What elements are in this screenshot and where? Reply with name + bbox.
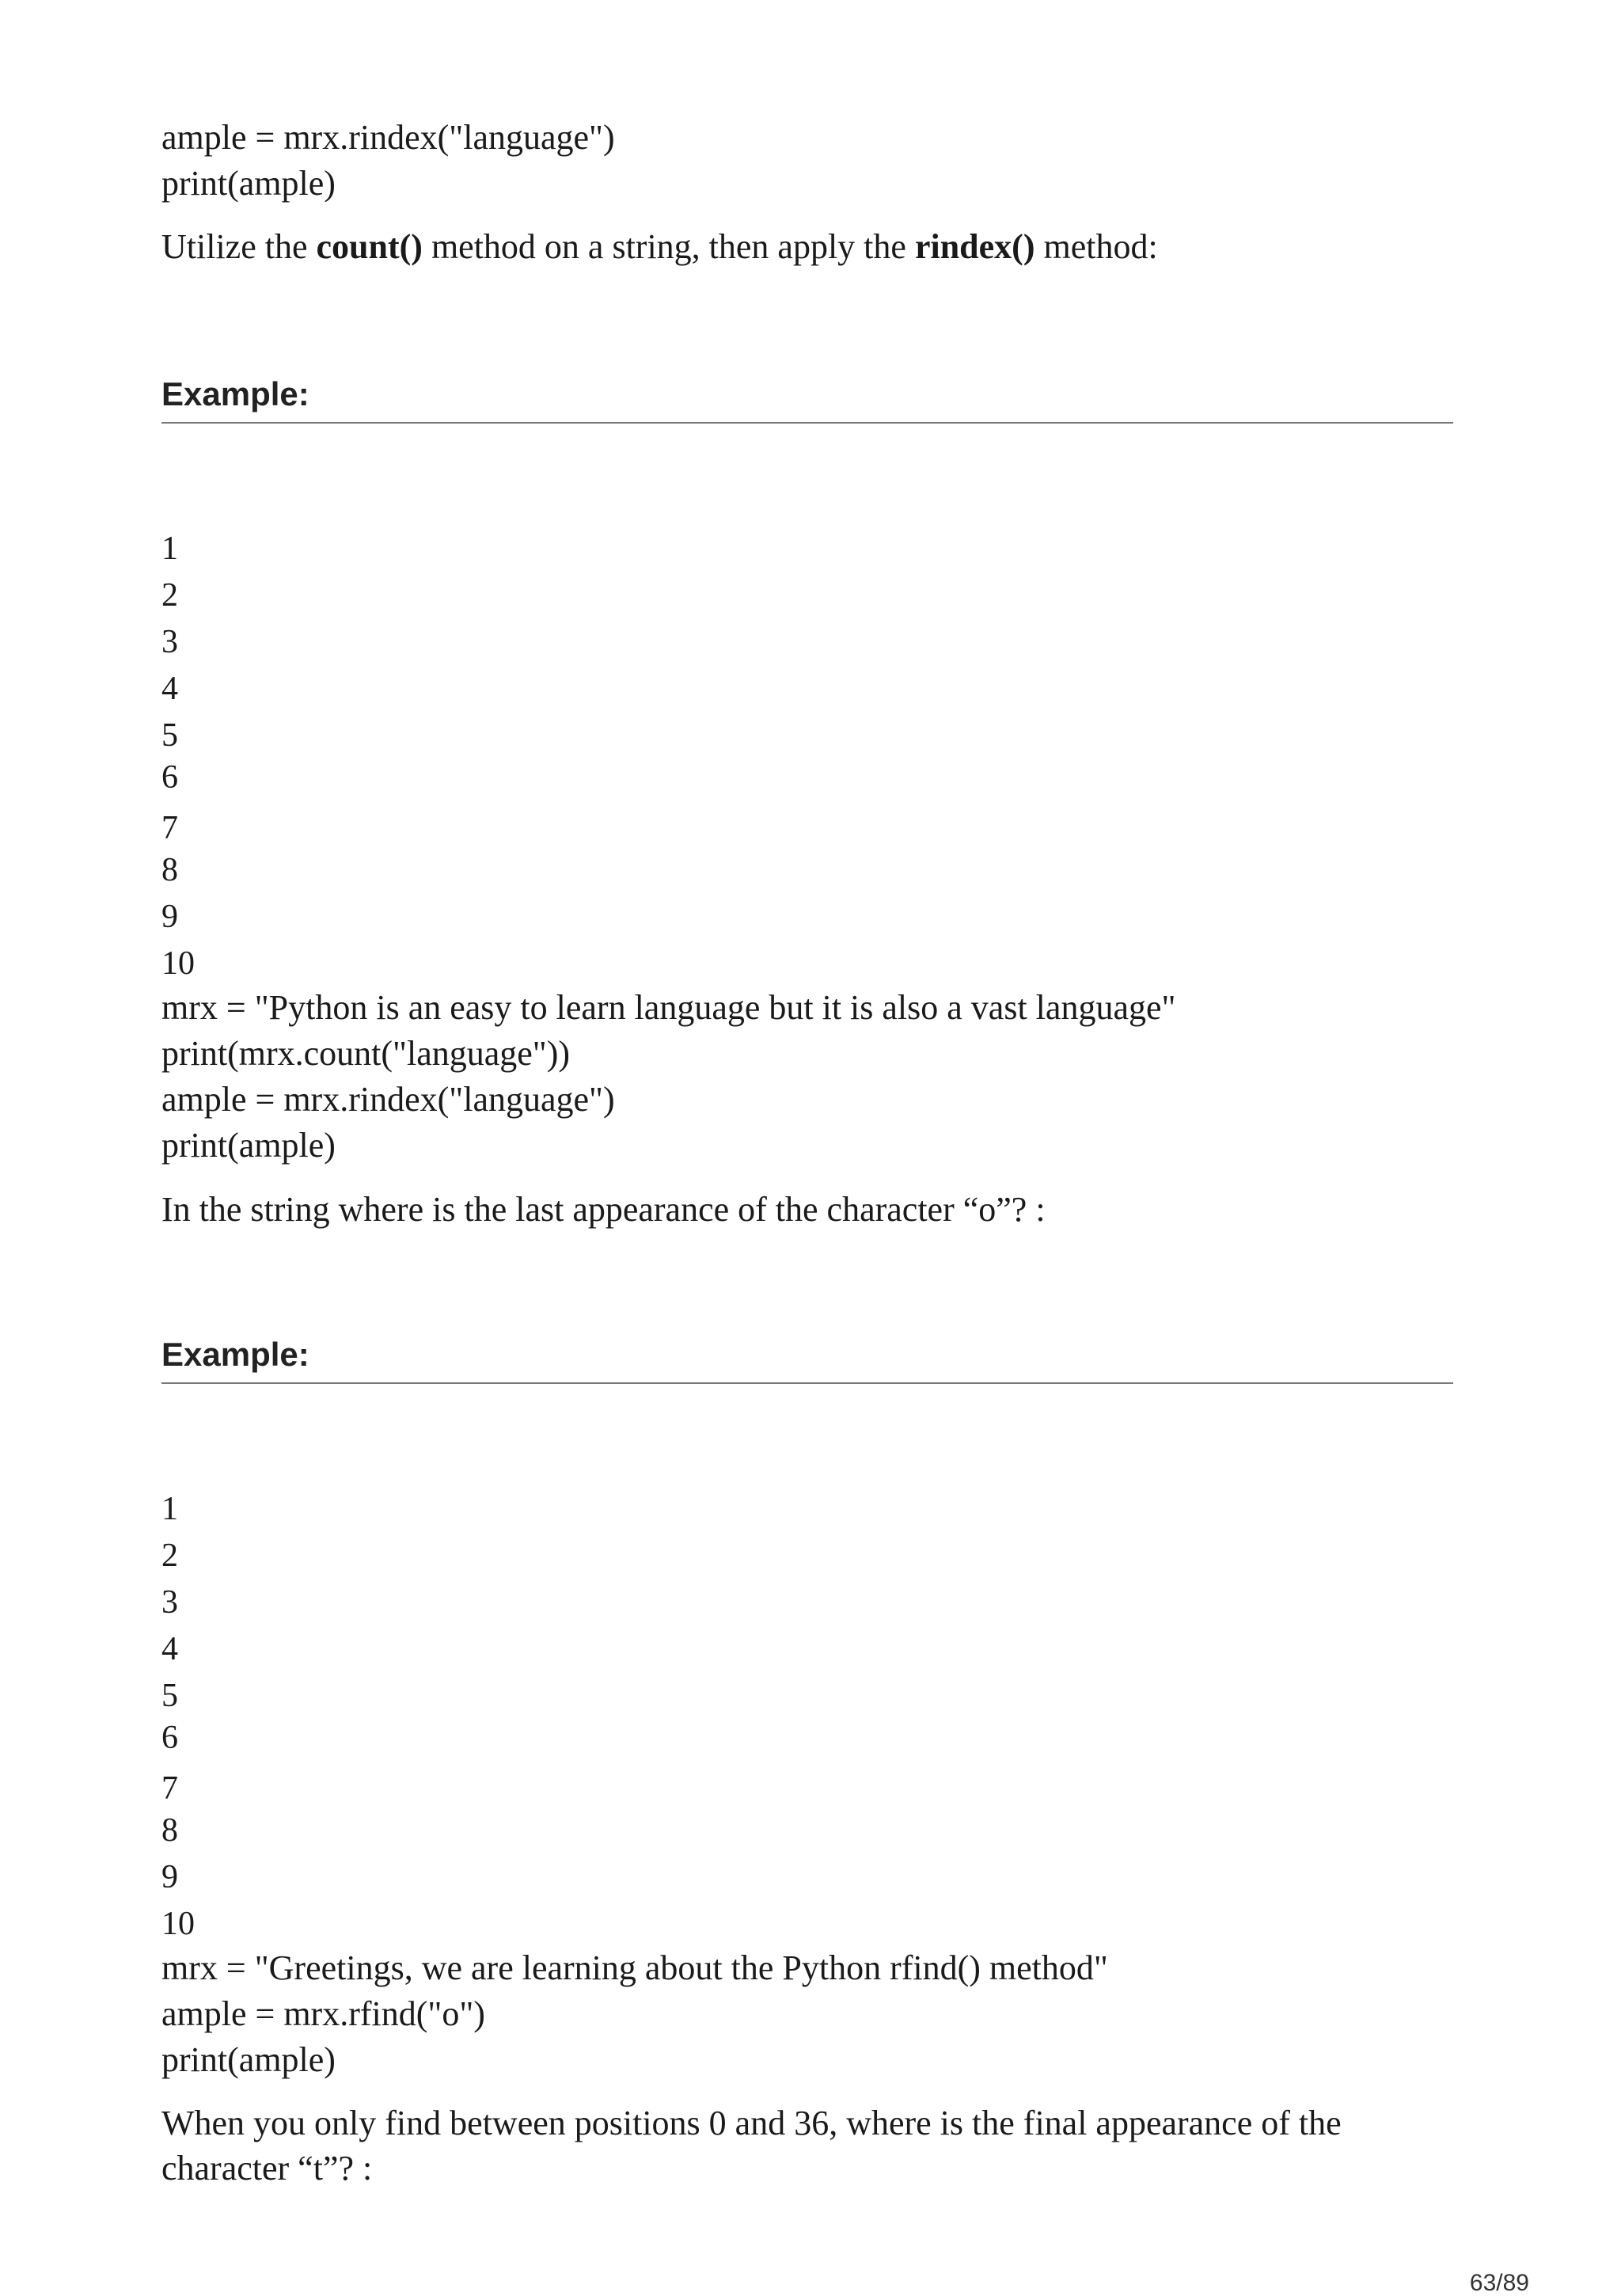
line-number: 3 [161,624,178,660]
line-number: 2 [161,1538,178,1574]
line-number: 1 [161,1491,178,1527]
text-span: method on a string, then apply the [422,227,915,266]
paragraph [161,227,1158,266]
line-number: 8 [161,1812,178,1849]
code-line: mrx = "Python is an easy to learn language but it is also a vast language" [161,988,1176,1027]
bold-term: count() [316,227,423,266]
line-number: 4 [161,1631,178,1667]
code-line: ample = mrx.rfind("o") [161,1994,485,2033]
code-line: print(mrx.count("language")) [161,1034,571,1073]
code-line: print(ample) [161,1126,336,1165]
paragraph-line: character “t”? : [161,2149,373,2188]
line-number: 5 [161,1678,178,1714]
code-line: ample = mrx.rindex("language") [161,118,615,157]
text-span: Utilize the [161,227,317,266]
line-number: 10 [161,1906,195,1942]
code-line: mrx = "Greetings, we are learning about the Python rfind() method" [161,1948,1108,1987]
text-span: method: [1034,227,1158,266]
paragraph: In the string where is the last appearance of the character “o”? : [161,1190,1046,1229]
line-number: 9 [161,1859,178,1895]
line-number: 6 [161,1720,178,1756]
heading-rule [161,1382,1453,1384]
page-number: 63/89 [1469,2270,1529,2296]
code-line: print(ample) [161,2040,336,2079]
line-number: 1 [161,530,178,567]
line-number: 9 [161,899,178,935]
line-number: 4 [161,671,178,707]
line-number: 7 [161,810,178,846]
line-number: 5 [161,717,178,754]
paragraph-line: When you only find between positions 0 and 36, where is the final appearance of the [161,2104,1342,2142]
code-line: print(ample) [161,164,336,203]
example-heading: Example: [161,375,309,412]
line-number: 7 [161,1770,178,1807]
bold-term: rindex() [914,227,1035,266]
line-number: 10 [161,945,195,982]
code-line: ample = mrx.rindex("language") [161,1080,615,1119]
heading-rule [161,422,1453,424]
example-heading: Example: [161,1336,309,1373]
line-number: 6 [161,759,178,796]
line-number: 2 [161,577,178,614]
line-number: 3 [161,1584,178,1621]
line-number: 8 [161,852,178,888]
